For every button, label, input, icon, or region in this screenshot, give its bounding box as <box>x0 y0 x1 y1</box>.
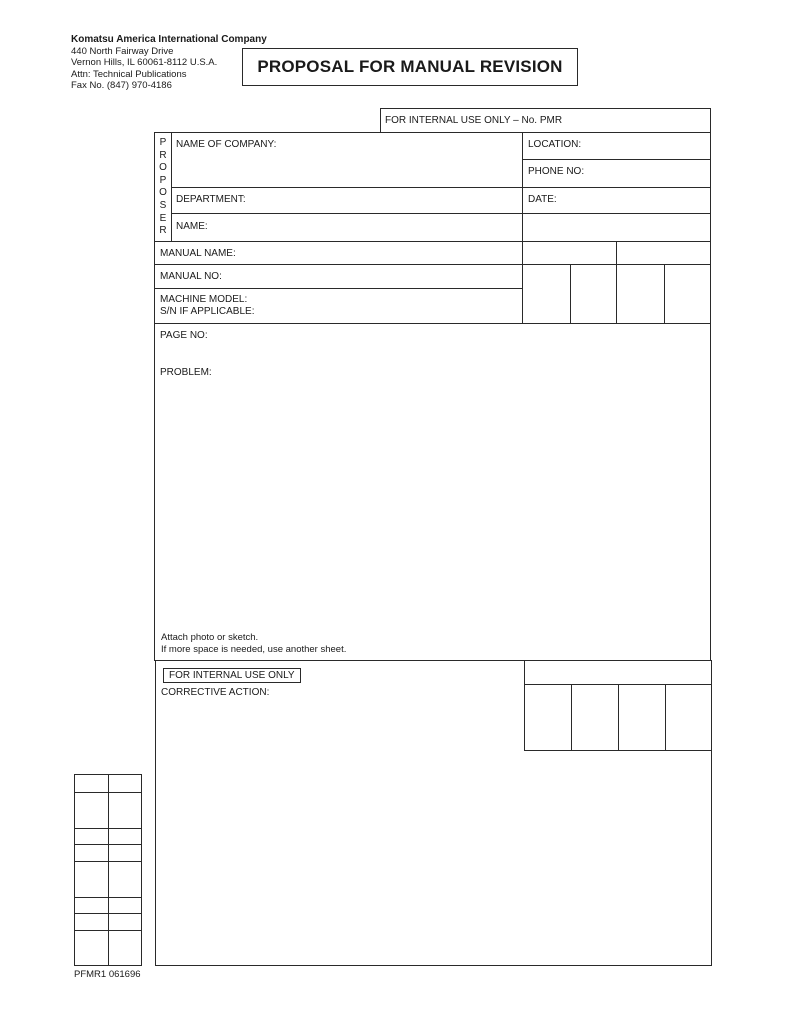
footer-code: PFMR1 061696 <box>74 969 141 980</box>
internal-pmr-box <box>380 108 711 132</box>
internal-use-badge: FOR INTERNAL USE ONLY <box>163 668 301 683</box>
corrective-action-label: CORRECTIVE ACTION: <box>161 687 270 698</box>
company-address-line2: Vernon Hills, IL 60061-8112 U.S.A. <box>71 57 218 68</box>
department-label: DEPARTMENT: <box>176 194 246 205</box>
routing-line-2 <box>74 828 142 829</box>
manual-grid-divider-3 <box>664 264 665 323</box>
machine-model-label: MACHINE MODEL: <box>160 294 248 305</box>
manual-grid-divider-1 <box>570 264 571 323</box>
company-bottom-line <box>171 187 711 188</box>
routing-line-1 <box>74 792 142 793</box>
routing-grid-center <box>108 774 109 966</box>
corrective-grid-divider-1 <box>571 684 572 751</box>
page-title: PROPOSAL FOR MANUAL REVISION <box>257 57 563 76</box>
corrective-grid-divider-2 <box>618 684 619 751</box>
manual-no-bottom-line <box>154 288 522 289</box>
routing-line-7 <box>74 930 142 931</box>
right-column-divider <box>522 132 523 323</box>
manual-grid-top-divider <box>616 241 617 264</box>
company-fax: Fax No. (847) 970-4186 <box>71 80 172 91</box>
manual-name-label: MANUAL NAME: <box>160 248 236 259</box>
corrective-grid-header <box>524 660 712 685</box>
date-label: DATE: <box>528 194 557 205</box>
routing-line-5 <box>74 897 142 898</box>
location-bottom-line <box>522 159 711 160</box>
company-name: Komatsu America International Company <box>71 34 267 45</box>
manual-grid-divider-2 <box>616 264 617 323</box>
routing-line-6 <box>74 913 142 914</box>
location-label: LOCATION: <box>528 139 582 150</box>
manual-name-bottom-line <box>154 264 711 265</box>
corrective-grid-divider-3 <box>665 684 666 751</box>
manual-section-bottom-line <box>154 323 711 324</box>
department-bottom-line <box>171 213 711 214</box>
name-of-company-label: NAME OF COMPANY: <box>176 139 277 150</box>
form-frame <box>154 132 711 661</box>
title-box <box>242 48 578 86</box>
attach-note: Attach photo or sketch. <box>161 632 259 643</box>
sn-applicable-label: S/N IF APPLICABLE: <box>160 306 255 317</box>
manual-no-label: MANUAL NO: <box>160 271 222 282</box>
company-attn: Attn: Technical Publications <box>71 69 187 80</box>
page-no-label: PAGE NO: <box>160 330 208 341</box>
name-label: NAME: <box>176 221 208 232</box>
proposer-side-label: P R O P O S E R <box>159 137 167 237</box>
internal-pmr-label: FOR INTERNAL USE ONLY – No. PMR <box>385 115 563 126</box>
routing-line-3 <box>74 844 142 845</box>
space-note: If more space is needed, use another sheet. <box>161 644 347 655</box>
company-address-line1: 440 North Fairway Drive <box>71 46 174 57</box>
problem-label: PROBLEM: <box>160 367 212 378</box>
phone-no-label: PHONE NO: <box>528 166 585 177</box>
routing-line-4 <box>74 861 142 862</box>
proposer-bottom-line <box>154 241 711 242</box>
